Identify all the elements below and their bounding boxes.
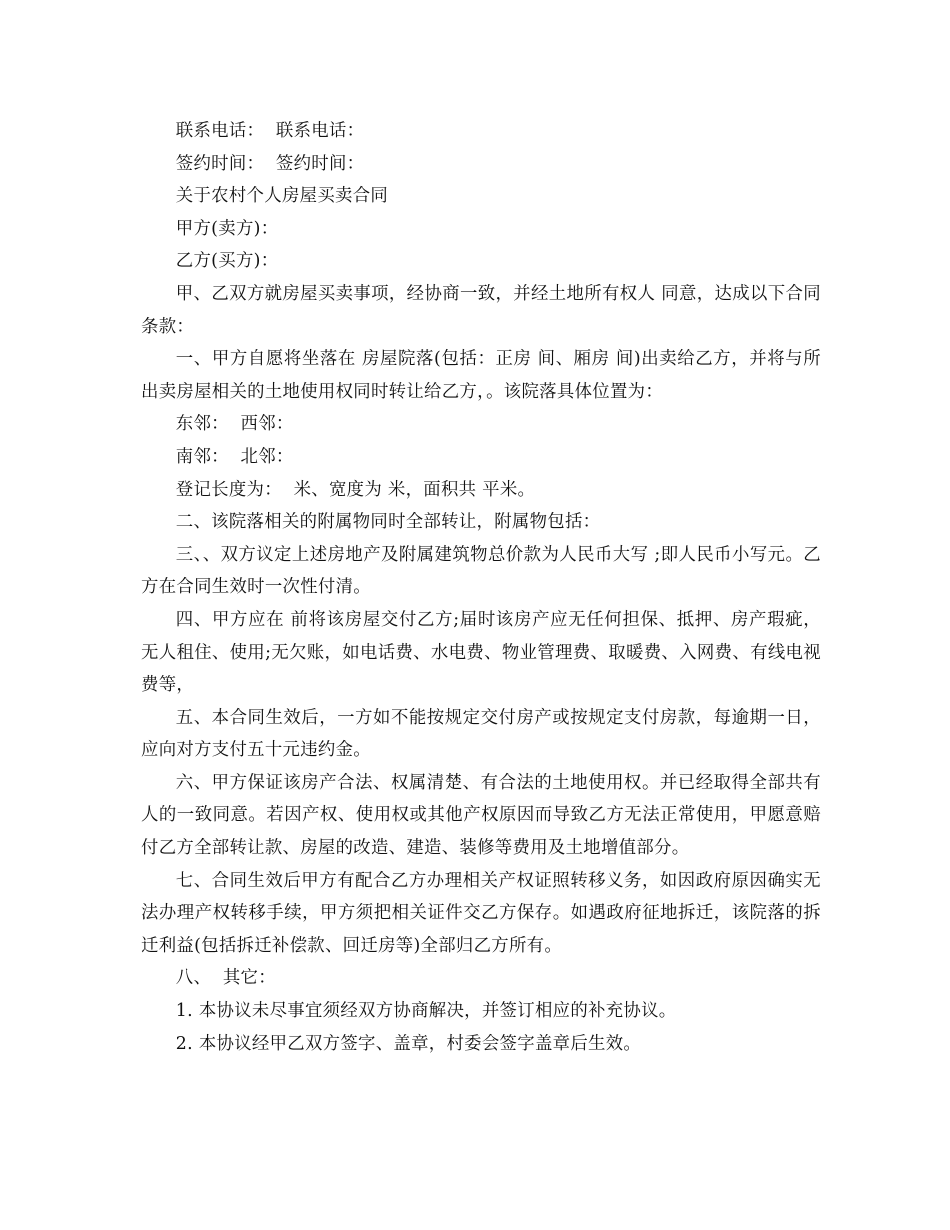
party-b-line: 乙方(买方)： bbox=[175, 251, 279, 272]
preamble-paragraph: 甲、乙双方就房屋买卖事项，经协商一致，并经土地所有权人 同意，达成以下合同条款： bbox=[141, 283, 821, 337]
clause-5-paragraph: 五、本合同生效后，一方如不能按规定交付房产或按规定支付房款，每逾期一日，应向对方支付五十元违约金。 bbox=[141, 707, 821, 761]
clause-1-paragraph: 一、甲方自愿将坐落在 房屋院落(包括：正房 间、厢房 间)出卖给乙方，并将与所出卖房屋相关的土地使用权同时转让给乙方，。该院落具体位置为： bbox=[141, 349, 821, 402]
other-item-1: 1. 本协议未尽事宜须经双方协商解决，并签订相应的补充协议。 bbox=[175, 1001, 677, 1022]
neighbors-east-west: 东邻： 西邻： bbox=[175, 414, 294, 435]
clause-4-paragraph: 四、甲方应在 前将该房屋交付乙方;届时该房产应无任何担保、抵押、房产瑕疵，无人租住、使用;无欠账，如电话费、水电费、物业管理费、取暖费、入网费、有线电视费等， bbox=[141, 609, 821, 696]
document-body bbox=[141, 115, 821, 1060]
clause-7-paragraph: 七、合同生效后甲方有配合乙方办理相关产权证照转移义务，如因政府原因确实无法办理产权转移手续，甲方须把相关证件交乙方保存。如遇政府征地拆迁，该院落的拆迁利益(包括拆迁补偿款、回迁房等)全部归乙方所有。 bbox=[141, 870, 821, 956]
neighbors-south-north: 南邻： 北邻： bbox=[175, 446, 294, 467]
contact-phone-line: 联系电话： 联系电话： bbox=[175, 121, 365, 141]
clause-8-heading: 八、 其它： bbox=[175, 968, 276, 989]
clause-2-paragraph: 二、该院落相关的附属物同时全部转让，附属物包括： bbox=[175, 512, 601, 533]
contract-title: 关于农村个人房屋买卖合同 bbox=[175, 186, 389, 207]
clause-3-paragraph: 三、、双方议定上述房地产及附属建筑物总价款为人民币大写 ;即人民币小写元。乙方在合同生效时一次性付清。 bbox=[141, 544, 821, 598]
party-a-line: 甲方(卖方)： bbox=[175, 218, 279, 239]
dimensions-line: 登记长度为： 米、宽度为 米，面积共 平米。 bbox=[175, 479, 536, 500]
clause-6-paragraph: 六、甲方保证该房产合法、权属清楚、有合法的土地使用权。并已经取得全部共有人的一致同意。若因产权、使用权或其他产权原因而导致乙方无法正常使用，甲愿意赔付乙方全部转让款、房屋的改造、建造、装修等费用及土地增值部分。 bbox=[141, 772, 821, 859]
other-item-2: 2. 本协议经甲乙双方签字、盖章，村委会签字盖章后生效。 bbox=[175, 1033, 642, 1054]
signing-time-line: 签约时间： 签约时间： bbox=[175, 153, 365, 174]
